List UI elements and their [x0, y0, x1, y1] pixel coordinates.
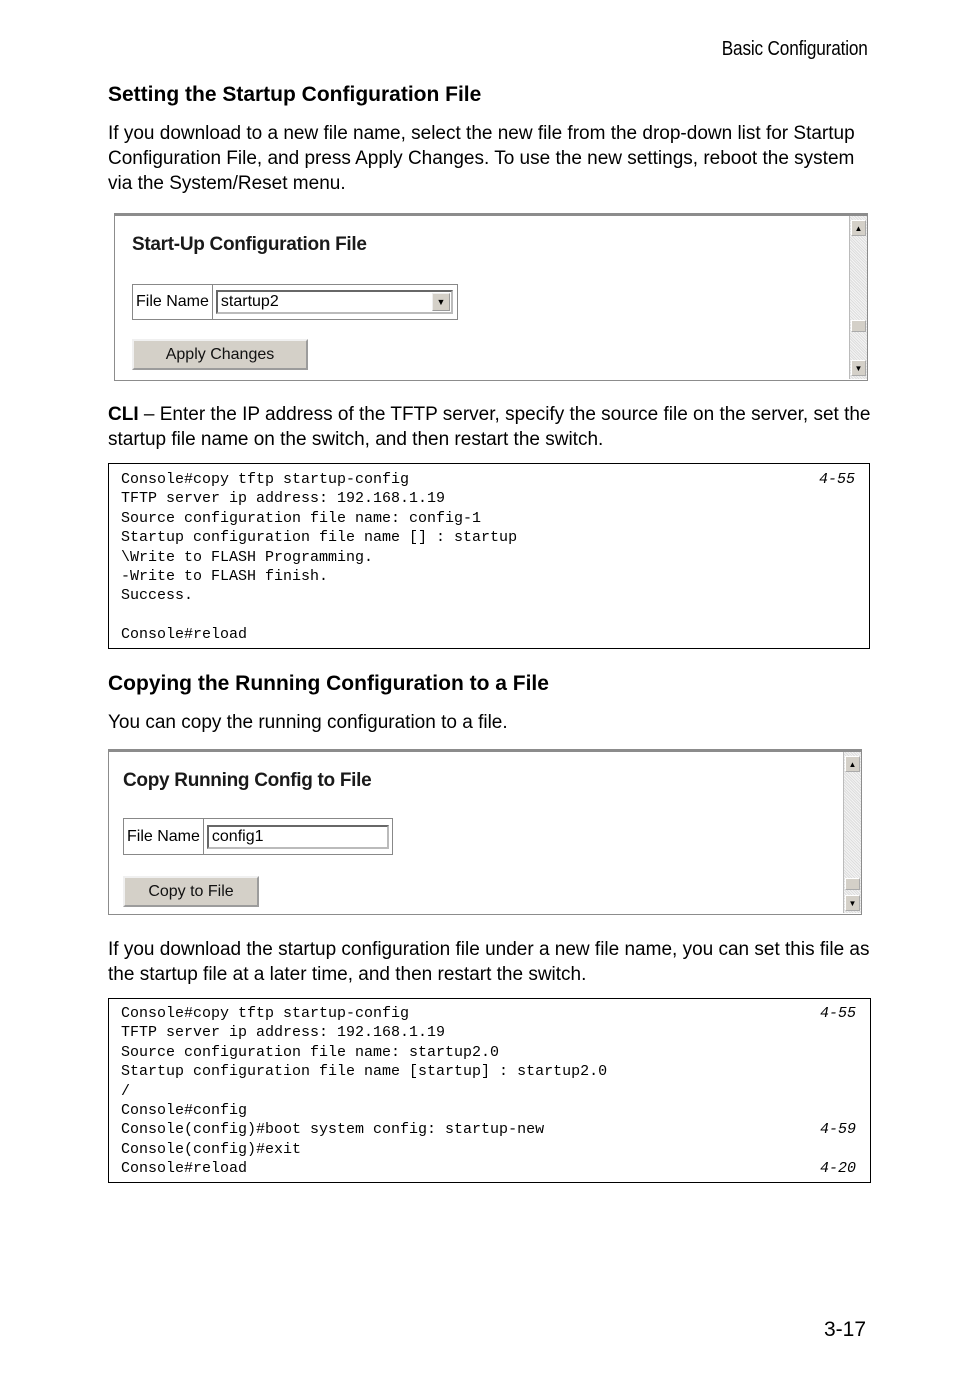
cli-paragraph — [108, 402, 878, 452]
code-line: Startup configuration file name [startup] : startup2.0 — [121, 1063, 608, 1081]
code-line: \Write to FLASH Programming. — [121, 548, 374, 566]
code-line — [121, 606, 855, 625]
code-line: Source configuration file name: config-1 — [121, 509, 482, 527]
copy-to-file-button[interactable]: Copy to File — [123, 876, 259, 907]
code-line: Console#copy tftp startup-config 4-55 — [121, 1005, 856, 1022]
code-line: / — [121, 1082, 131, 1100]
scroll-down-arrow-icon[interactable]: ▼ — [845, 895, 860, 911]
command-page-reference: 4-55 — [818, 471, 855, 488]
outro-paragraph: If you download the startup configuration file under a new file name, you can set this file as the startup file at a later time, and then restart the switch. — [108, 939, 870, 985]
code-line: Console(config)#boot system config: startup-new 4-59 — [121, 1121, 856, 1139]
panel-title-copy-running: Copy Running Config to File — [123, 770, 372, 791]
code-line: Console#reload 4-20 — [121, 1160, 856, 1178]
section-heading-startup: Setting the Startup Configuration File — [108, 83, 482, 106]
running-file-input[interactable] — [207, 825, 389, 849]
code-line: Console#reload — [121, 626, 248, 644]
command-page-reference: 4-20 — [819, 1160, 856, 1178]
running-intro-paragraph: You can copy the running configuration to a file. — [108, 712, 508, 733]
page-number: 3-17 — [823, 1318, 866, 1341]
scroll-thumb[interactable] — [851, 320, 866, 332]
running-header: Basic Configuration — [722, 38, 868, 60]
startup-file-select[interactable] — [216, 290, 453, 314]
file-name-label: File Name — [124, 819, 204, 854]
chevron-down-icon[interactable]: ▼ — [432, 293, 450, 311]
command-page-reference: 4-55 — [819, 1005, 856, 1022]
code-line: Console#copy tftp startup-config 4-55 — [121, 471, 855, 488]
scroll-thumb[interactable] — [845, 878, 860, 890]
code-block-startup — [108, 463, 870, 649]
copy-running-panel — [108, 749, 862, 915]
startup-file-selected-value: startup2 — [220, 293, 279, 310]
panel-scrollbar[interactable] — [849, 216, 867, 379]
scroll-up-arrow-icon[interactable]: ▲ — [851, 220, 866, 236]
cli-label: CLI — [108, 404, 139, 425]
code-line: -Write to FLASH finish. — [121, 567, 329, 585]
scroll-up-arrow-icon[interactable]: ▲ — [845, 756, 860, 772]
cli-text: – Enter the IP address of the TFTP server, specify the source file on the server, set the startup file name on the switch, and then restart the switch. — [108, 404, 871, 450]
panel-scrollbar[interactable] — [843, 752, 861, 913]
code-line: Console#config — [121, 1101, 248, 1119]
code-line: TFTP server ip address: 192.168.1.19 — [121, 490, 446, 508]
code-line: Success. — [121, 587, 194, 605]
code-line: Console(config)#exit — [121, 1140, 302, 1158]
apply-changes-button[interactable]: Apply Changes — [132, 339, 308, 370]
running-file-input-value: config1 — [211, 827, 264, 845]
startup-intro-paragraph: If you download to a new file name, select the new file from the drop-down list for Startup Configuration File, and press Apply Changes. To use the new settings, reboot the system via the System/Reset menu. — [108, 123, 855, 194]
code-line: TFTP server ip address: 192.168.1.19 — [121, 1024, 446, 1042]
section-heading-running: Copying the Running Configuration to a File — [108, 672, 549, 695]
panel-title-startup: Start-Up Configuration File — [132, 234, 367, 255]
code-line: Startup configuration file name [] : startup — [121, 529, 518, 547]
command-page-reference: 4-59 — [819, 1121, 856, 1139]
scroll-down-arrow-icon[interactable]: ▼ — [851, 360, 866, 376]
code-block-running — [108, 998, 871, 1183]
startup-config-panel — [114, 213, 868, 381]
startup-file-field-group — [132, 284, 458, 320]
code-line: Source configuration file name: startup2.0 — [121, 1043, 500, 1061]
running-file-field-group — [123, 818, 393, 855]
file-name-label: File Name — [133, 285, 213, 319]
